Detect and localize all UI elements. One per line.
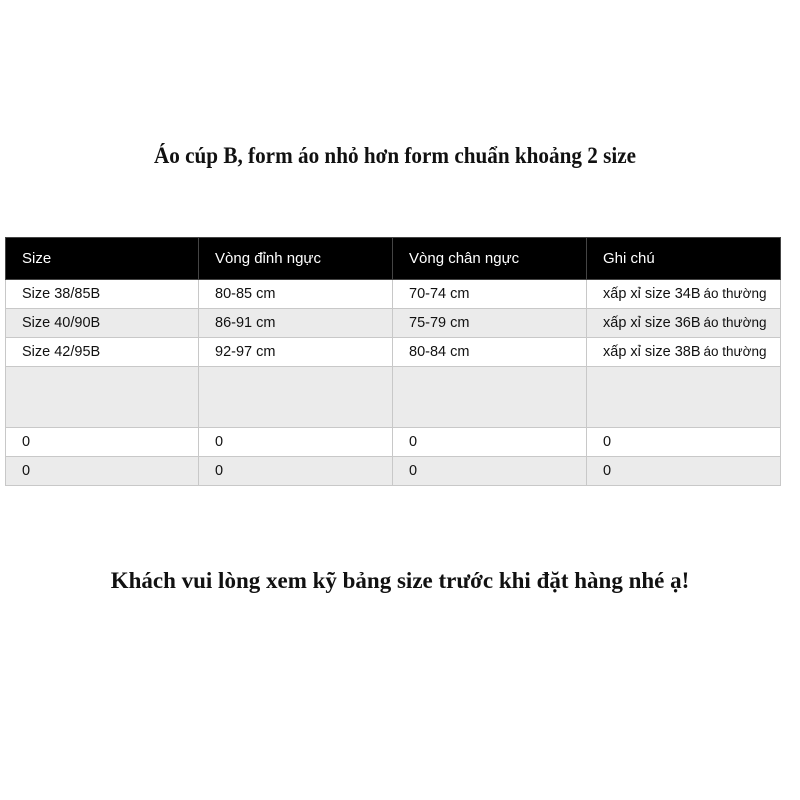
cell-ghi-chu bbox=[587, 280, 781, 309]
cell-size: Size 38/85B bbox=[6, 280, 199, 309]
header-size: Size bbox=[6, 238, 199, 280]
table-row bbox=[6, 457, 781, 486]
footer-notice: Khách vui lòng xem kỹ bảng size trước khi đặt hàng nhé ạ! bbox=[110, 568, 690, 593]
cell-vong-dinh-nguc: 0 bbox=[199, 428, 393, 457]
cell-vong-chan-nguc: 75-79 cm bbox=[393, 309, 587, 338]
header-vong-dinh-nguc: Vòng đỉnh ngực bbox=[199, 238, 393, 280]
page-title: Áo cúp B, form áo nhỏ hơn form chuẩn khoảng 2 size bbox=[153, 143, 636, 168]
note-suffix: áo thường bbox=[703, 344, 767, 359]
note-main: xấp xỉ size 34B bbox=[603, 286, 701, 302]
cell-size: Size 42/95B bbox=[6, 338, 199, 367]
size-table bbox=[5, 237, 781, 486]
cell-vong-chan-nguc: 80-84 cm bbox=[393, 338, 587, 367]
table-row bbox=[6, 428, 781, 457]
note-suffix: áo thường bbox=[703, 315, 767, 330]
cell-size: 0 bbox=[6, 457, 199, 486]
cell-vong-chan-nguc: 0 bbox=[393, 428, 587, 457]
cell-vong-dinh-nguc: 80-85 cm bbox=[199, 280, 393, 309]
table-row bbox=[6, 367, 781, 428]
cell-vong-chan-nguc: 70-74 cm bbox=[393, 280, 587, 309]
cell-vong-dinh-nguc bbox=[199, 367, 393, 428]
cell-size: Size 40/90B bbox=[6, 309, 199, 338]
note-main: 0 bbox=[603, 463, 612, 479]
cell-ghi-chu bbox=[587, 428, 781, 457]
table-row bbox=[6, 309, 781, 338]
cell-ghi-chu bbox=[587, 309, 781, 338]
note-main: 0 bbox=[603, 434, 612, 450]
note-main: xấp xỉ size 36B bbox=[603, 315, 701, 331]
note-main: xấp xỉ size 38B bbox=[603, 344, 701, 360]
cell-vong-chan-nguc: 0 bbox=[393, 457, 587, 486]
cell-ghi-chu bbox=[587, 367, 781, 428]
cell-ghi-chu bbox=[587, 338, 781, 367]
table-row bbox=[6, 338, 781, 367]
cell-vong-dinh-nguc: 92-97 cm bbox=[199, 338, 393, 367]
table-row bbox=[6, 280, 781, 309]
cell-vong-chan-nguc bbox=[393, 367, 587, 428]
cell-vong-dinh-nguc: 0 bbox=[199, 457, 393, 486]
cell-size: 0 bbox=[6, 428, 199, 457]
table-header-row bbox=[6, 238, 781, 280]
header-ghi-chu: Ghi chú bbox=[587, 238, 781, 280]
cell-ghi-chu bbox=[587, 457, 781, 486]
header-vong-chan-nguc: Vòng chân ngực bbox=[393, 238, 587, 280]
cell-vong-dinh-nguc: 86-91 cm bbox=[199, 309, 393, 338]
cell-size bbox=[6, 367, 199, 428]
note-suffix: áo thường bbox=[703, 286, 767, 301]
